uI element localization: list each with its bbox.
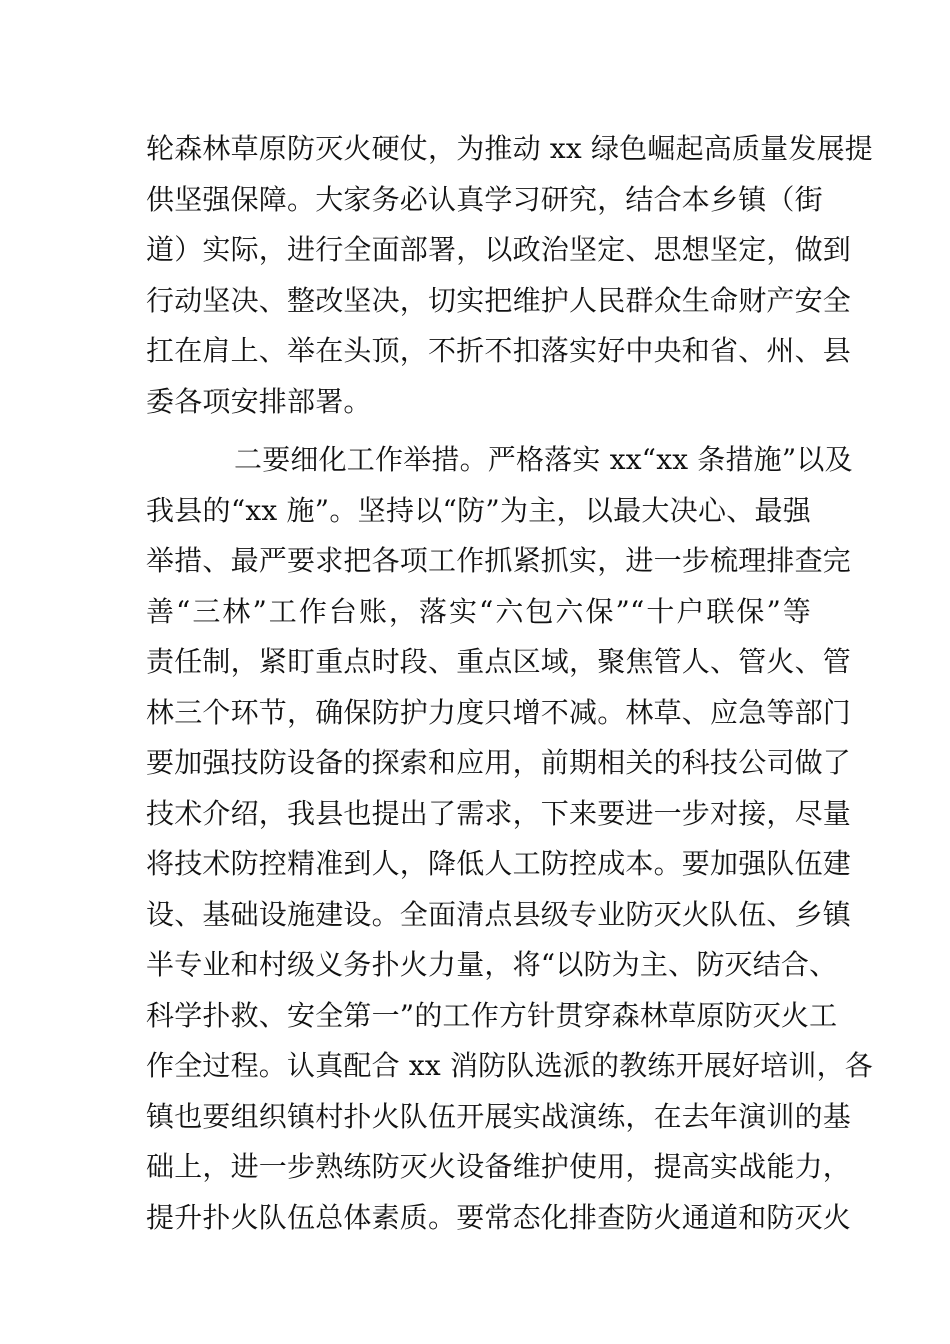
text-line: 委各项安排部署。: [146, 384, 372, 418]
paragraph-1: [146, 124, 873, 427]
text-line: 善“三林”工作台账，落实“六包六保”“十户联保”等: [146, 594, 811, 628]
text-line: 要加强技防设备的探索和应用，前期相关的科技公司做了: [146, 746, 852, 779]
text-line: 半专业和村级义务扑火力量，将“以防为主、防灭结合、: [146, 948, 838, 981]
text-line: 二要细化工作举措。严格落实 xx“xx 条措施”以及: [234, 443, 853, 476]
text-line: 责任制，紧盯重点时段、重点区域，聚焦管人、管火、管: [146, 645, 852, 678]
text-line: 础上，进一步熟练防灭火设备维护使用，提高实战能力，: [146, 1150, 852, 1183]
text-line: 举措、最严要求把各项工作抓紧抓实，进一步梳理排查完: [146, 544, 852, 577]
text-line: 扛在肩上、举在头顶，不折不扣落实好中央和省、州、县: [146, 334, 852, 367]
text-line: 设、基础设施建设。全面清点县级专业防灭火队伍、乡镇: [146, 897, 852, 931]
text-line: 轮森林草原防灭火硬仗，为推动 xx 绿色崛起高质量发展提: [146, 132, 873, 165]
text-line: 我县的“xx 施”。坚持以“防”为主，以最大决心、最强: [146, 493, 811, 527]
text-line: 林三个环节，确保防护力度只增不减。林草、应急等部门: [146, 695, 852, 729]
text-line: 提升扑火队伍总体素质。要常态化排查防火通道和防灭火: [146, 1200, 852, 1234]
text-line: 作全过程。认真配合 xx 消防队选派的教练开展好培训，各: [146, 1049, 873, 1082]
paragraph-2: [146, 435, 873, 1243]
text-line: 科学扑救、安全第一”的工作方针贯穿森林草原防灭火工: [146, 998, 838, 1032]
text-line: 供坚强保障。大家务必认真学习研究，结合本乡镇（街: [146, 182, 823, 216]
text-line: 行动坚决、整改坚决，切实把维护人民群众生命财产安全: [146, 283, 852, 317]
document-body: [146, 124, 873, 1243]
text-line: 技术介绍，我县也提出了需求，下来要进一步对接，尽量: [146, 796, 852, 830]
text-line: 镇也要组织镇村扑火队伍开展实战演练，在去年演训的基: [146, 1099, 852, 1133]
text-line: 道）实际，进行全面部署，以政治坚定、思想坚定，做到: [146, 233, 852, 266]
text-line: 将技术防控精准到人，降低人工防控成本。要加强队伍建: [146, 847, 852, 880]
